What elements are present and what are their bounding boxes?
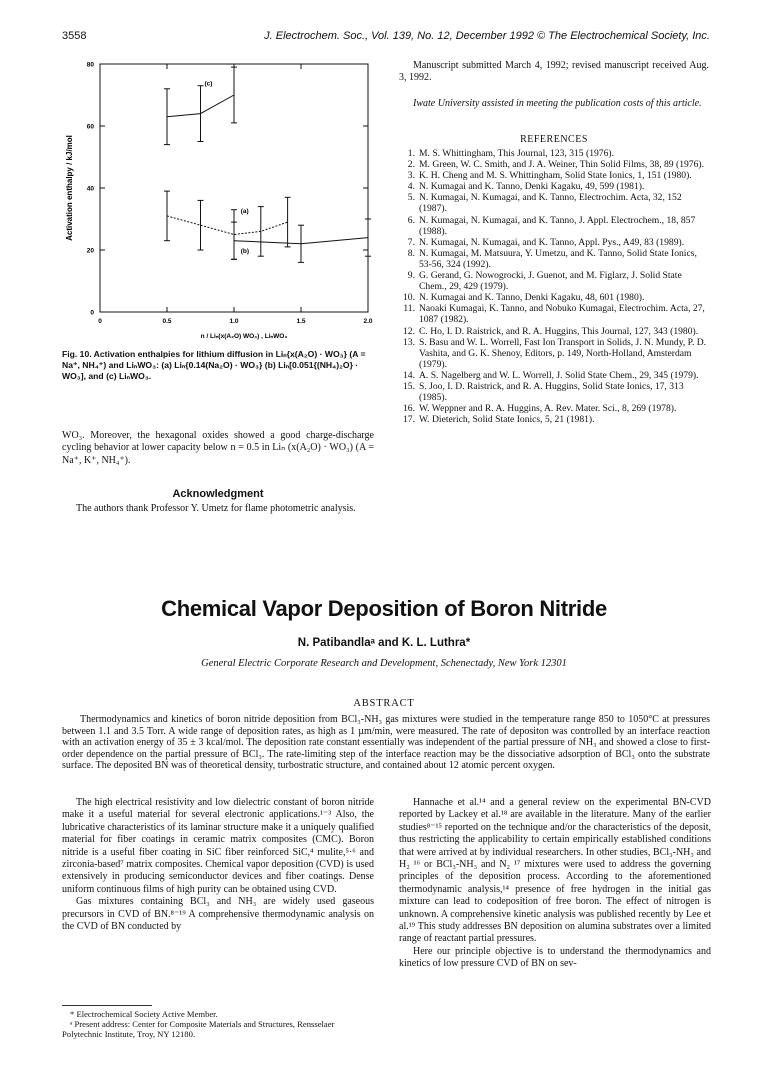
reference-text: N. Kumagai, M. Matsuura, Y. Umetzu, and K. Tanno, Solid State Ionics, 53-56, 324 (1992). xyxy=(419,247,697,270)
reference-text: A. S. Nagelberg and W. L. Worrell, J. Solid State Chem., 29, 345 (1979). xyxy=(419,369,699,381)
reference-text: G. Gerand, G. Nowogrocki, J. Guenot, and M. Figlarz, J. Solid State Chem., 29, 429 (1979). xyxy=(419,270,682,293)
article-title: Chemical Vapor Deposition of Boron Nitride xyxy=(161,596,607,621)
y-tick-label: 0 xyxy=(90,309,94,317)
reference-item xyxy=(399,326,711,337)
acknowledgment-text: The authors thank Professor Y. Umetz for flame photometric analysis. xyxy=(76,503,356,514)
footnote-divider xyxy=(62,1005,152,1006)
series-label: (c) xyxy=(204,80,213,88)
series-1 xyxy=(164,191,291,259)
acknowledgment-heading: Acknowledgment xyxy=(172,488,264,500)
series-line xyxy=(167,216,288,235)
reference-text: M. S. Whittingham, This Journal, 123, 315 (1976). xyxy=(419,148,614,159)
reference-text: N. Kumagai, N. Kumagai, and K. Tanno, Appl. Pys., A49, 83 (1989). xyxy=(419,236,685,248)
reference-text: N. Kumagai and K. Tanno, Denki Kagaku, 48, 601 (1980). xyxy=(419,292,645,304)
x-axis-label: n / Liₙ(x(A₂O) WO₃) , LiₙWO₃ xyxy=(200,333,288,340)
reference-number: 12. xyxy=(403,325,415,337)
reference-number: 13. xyxy=(403,336,415,348)
reference-number: 17. xyxy=(403,414,415,426)
y-axis-label: Activation enthalpy / kJ/mol xyxy=(65,135,74,241)
reference-item xyxy=(399,170,711,181)
reference-number: 6. xyxy=(407,214,415,226)
reference-item xyxy=(399,181,711,192)
reference-text: N. Kumagai, N. Kumagai, and K. Tanno, J. Appl. Electrochem., 18, 857 (1988). xyxy=(419,214,696,237)
reference-number: 4. xyxy=(407,181,415,193)
reference-number: 9. xyxy=(407,270,415,282)
abstract-text: Thermodynamics and kinetics of boron nitride deposition from BCl₃-NH₃ gas mixtures were studied in the temperature range 850 to 1050°C at pressures between 1.1 and 3.5 Torr. A wide range of deposition rates, as high as 1 µm/min, were measured. The rate of depositon was controlled by an interface reaction with an activation energy of 35 ± 3 kcal/mol. The deposition rate constant essentially was independent of the partial pressure of NH₃ and showed a close to first-order dependence on the partial pressure of BCl₃. The rate-limiting step of the interface reaction may be the dissociative adsorption of BCl₃ onto the substrate surface. The deposited BN was of theoretical density, turbostratic structure, and contained about 12 atomic percent oxygen. xyxy=(62,714,710,772)
manuscript-dates: Manuscript submitted March 4, 1992; revised manuscript received Aug. 3, 1992. xyxy=(399,60,709,84)
figure-caption: Fig. 10. Activation enthalpies for lithium diffusion in Liₙ{x(A₂O) · WO₃} (A = Na⁺, NH₄⁺) and LiₙWO₃: (a) Liₙ{0.14(Na₂O) · WO₃} (b) Liₙ[0.051{(NH₄)₂O} · WO₃], and (c) LiₙWO₃. xyxy=(62,349,366,381)
y-tick-label: 20 xyxy=(86,247,94,255)
reference-item xyxy=(399,414,711,425)
abstract-heading: ABSTRACT xyxy=(353,698,415,709)
reference-text: Naoaki Kumagai, K. Tanno, and Nobuko Kumagai, Electrochim. Acta, 27, 1087 (1982). xyxy=(419,303,705,326)
reference-text: M. Green, W. C. Smith, and J. A. Weiner, Thin Solid Films, 38, 89 (1976). xyxy=(419,159,704,171)
reference-item xyxy=(399,215,711,237)
reference-number: 10. xyxy=(403,292,415,304)
y-tick-label: 40 xyxy=(86,185,94,193)
reference-number: 11. xyxy=(403,303,415,315)
x-tick-label: 1.5 xyxy=(296,318,306,325)
reference-text: W. Weppner and R. A. Huggins, A. Rev. Mater. Sci., 8, 269 (1978). xyxy=(419,403,677,415)
reference-number: 8. xyxy=(407,247,415,259)
reference-item xyxy=(399,270,711,292)
reference-text: S. Joo, I. D. Raistrick, and R. A. Huggins, Solid State Ionics, 17, 313 (1985). xyxy=(419,380,684,404)
journal-citation: J. Electrochem. Soc., Vol. 139, No. 12, December 1992 © The Electrochemical Society, Inc. xyxy=(264,30,710,42)
references-list xyxy=(399,148,711,425)
reference-text: N. Kumagai and K. Tanno, Denki Kagaku, 49, 599 (1981). xyxy=(419,181,645,193)
page-number: 3558 xyxy=(62,30,87,42)
y-tick-label: 60 xyxy=(86,123,94,131)
footnotes xyxy=(62,1009,374,1039)
reference-number: 2. xyxy=(407,159,415,171)
body-paragraph: Gas mixtures containing BCl₃ and NH₃ are widely used gaseous precursors in CVD of BN.⁸⁻¹⁹ A comprehensive thermodynamic analysis on the CVD of BN conducted by xyxy=(62,896,374,933)
series-label: (a) xyxy=(240,207,249,215)
footnote: ᵃ Present address: Center for Composite Materials and Structures, Rensselaer Polytechnic Institute, Troy, NY 12180. xyxy=(62,1019,335,1039)
x-tick-label: 1.0 xyxy=(229,318,239,325)
reference-number: 3. xyxy=(407,170,415,182)
reference-text: S. Basu and W. L. Worrell, Fast Ion Transport in Solids, J. N. Mundy, P. D. Vashita, and G. K. Shenoy, Editors, p. 149, North-Holland, Amsterdam (1979). xyxy=(419,336,707,370)
reference-item xyxy=(399,192,711,214)
reference-item xyxy=(399,303,711,325)
reference-item xyxy=(399,381,711,403)
reference-number: 16. xyxy=(403,403,415,415)
series-0 xyxy=(164,67,237,145)
y-tick-label: 80 xyxy=(86,61,94,69)
reference-item xyxy=(399,237,711,248)
series-label: (b) xyxy=(240,248,250,256)
reference-item xyxy=(399,403,711,414)
reference-number: 15. xyxy=(403,380,415,392)
reference-item xyxy=(399,292,711,303)
reference-item xyxy=(399,248,711,270)
footnote: * Electrochemical Society Active Member. xyxy=(70,1009,218,1019)
reference-item xyxy=(399,337,711,370)
reference-number: 7. xyxy=(407,236,415,248)
reference-number: 14. xyxy=(403,369,415,381)
body-column-left xyxy=(62,797,374,933)
page-header xyxy=(62,30,710,46)
publication-cost-note: Iwate University assisted in meeting the publication costs of this article. xyxy=(413,98,702,109)
reference-item xyxy=(399,370,711,381)
author-affiliation: General Electric Corporate Research and Development, Schenectady, New York 12301 xyxy=(201,658,567,669)
body-paragraph: Hannache et al.¹⁴ and a general review on the experimental BN-CVD reported by Lackey et al.¹⁸ are available in the literature. Many of the earlier studies⁸⁻¹⁵ reported on the technique and/or the characteristics of the deposit, thus restricting the applicability to certain empirically established conditions that were arrived at by individual researchers. In other studies, BCl₃-NH₃ and H₂ ¹⁶ or BCl₃-NH₃ and N₂ ¹⁷ mixtures were used to address the governing principles of the deposition process. According to the aforementioned thermodynamic analysis,¹⁴ presence of free hydrogen in the initial gas mixture can lead to codeposition of free boron. The effect of nitrogen is unknown. A comprehensive kinetic analysis was published recently by Lee et al.¹⁹ This study addresses BN deposition on alumina substrates over a limited range of reactant partial pressures. xyxy=(399,797,711,945)
reference-number: 1. xyxy=(407,148,415,159)
body-paragraph: Here our principle objective is to understand the thermodynamics and kinetics of low pressure CVD of BN on sev- xyxy=(399,945,711,970)
reference-text: N. Kumagai, N. Kumagai, and K. Tanno, Electrochim. Acta, 32, 152 (1987). xyxy=(419,192,682,215)
reference-number: 5. xyxy=(407,192,415,204)
reference-item xyxy=(399,148,711,159)
x-tick-label: 0.5 xyxy=(162,318,172,325)
reference-text: C. Ho, I. D. Raistrick, and R. A. Huggins, This Journal, 127, 343 (1980). xyxy=(419,325,699,337)
x-tick-label: 0 xyxy=(98,318,102,325)
x-tick-label: 2.0 xyxy=(363,318,373,325)
body-paragraph: The high electrical resistivity and low dielectric constant of boron nitride make it a useful material for several electronic applications.¹⁻³ Also, the lubricative characteristics of its laminar structure make it a uniquely qualified material for fiber coatings in ceramic matrix composites (CMC). Boron nitride is a useful fiber coating in SiC fiber reinforced SiC,⁴ mulite,⁵·⁶ and zirconia-based⁷ matrix composites. Chemical vapor deposition (CVD) is used extensively in producing semiconductor devices and fiber coatings. Dense uniform continuous films of high purity can be obtained using CVD. xyxy=(62,797,374,895)
series-2 xyxy=(231,219,371,262)
body-column-right xyxy=(399,797,711,971)
reference-text: W. Dieterich, Solid State Ionics, 5, 21 (1981). xyxy=(419,414,595,426)
reference-item xyxy=(399,159,711,170)
activation-enthalpy-figure xyxy=(58,54,378,344)
left-paragraph: WO₃. Moreover, the hexagonal oxides showed a good charge-discharge cycling behavior at lower capacity below n = 0.5 in Liₙ (x(A₂O) · WO₃) (A = Na⁺, K⁺, NH₄⁺). xyxy=(62,430,374,466)
reference-text: K. H. Cheng and M. S. Whittingham, Solid State Ionics, 1, 151 (1980). xyxy=(419,170,692,182)
article-authors: N. Patibandlaᵃ and K. L. Luthra* xyxy=(297,637,471,649)
references-heading: REFERENCES xyxy=(520,134,588,145)
